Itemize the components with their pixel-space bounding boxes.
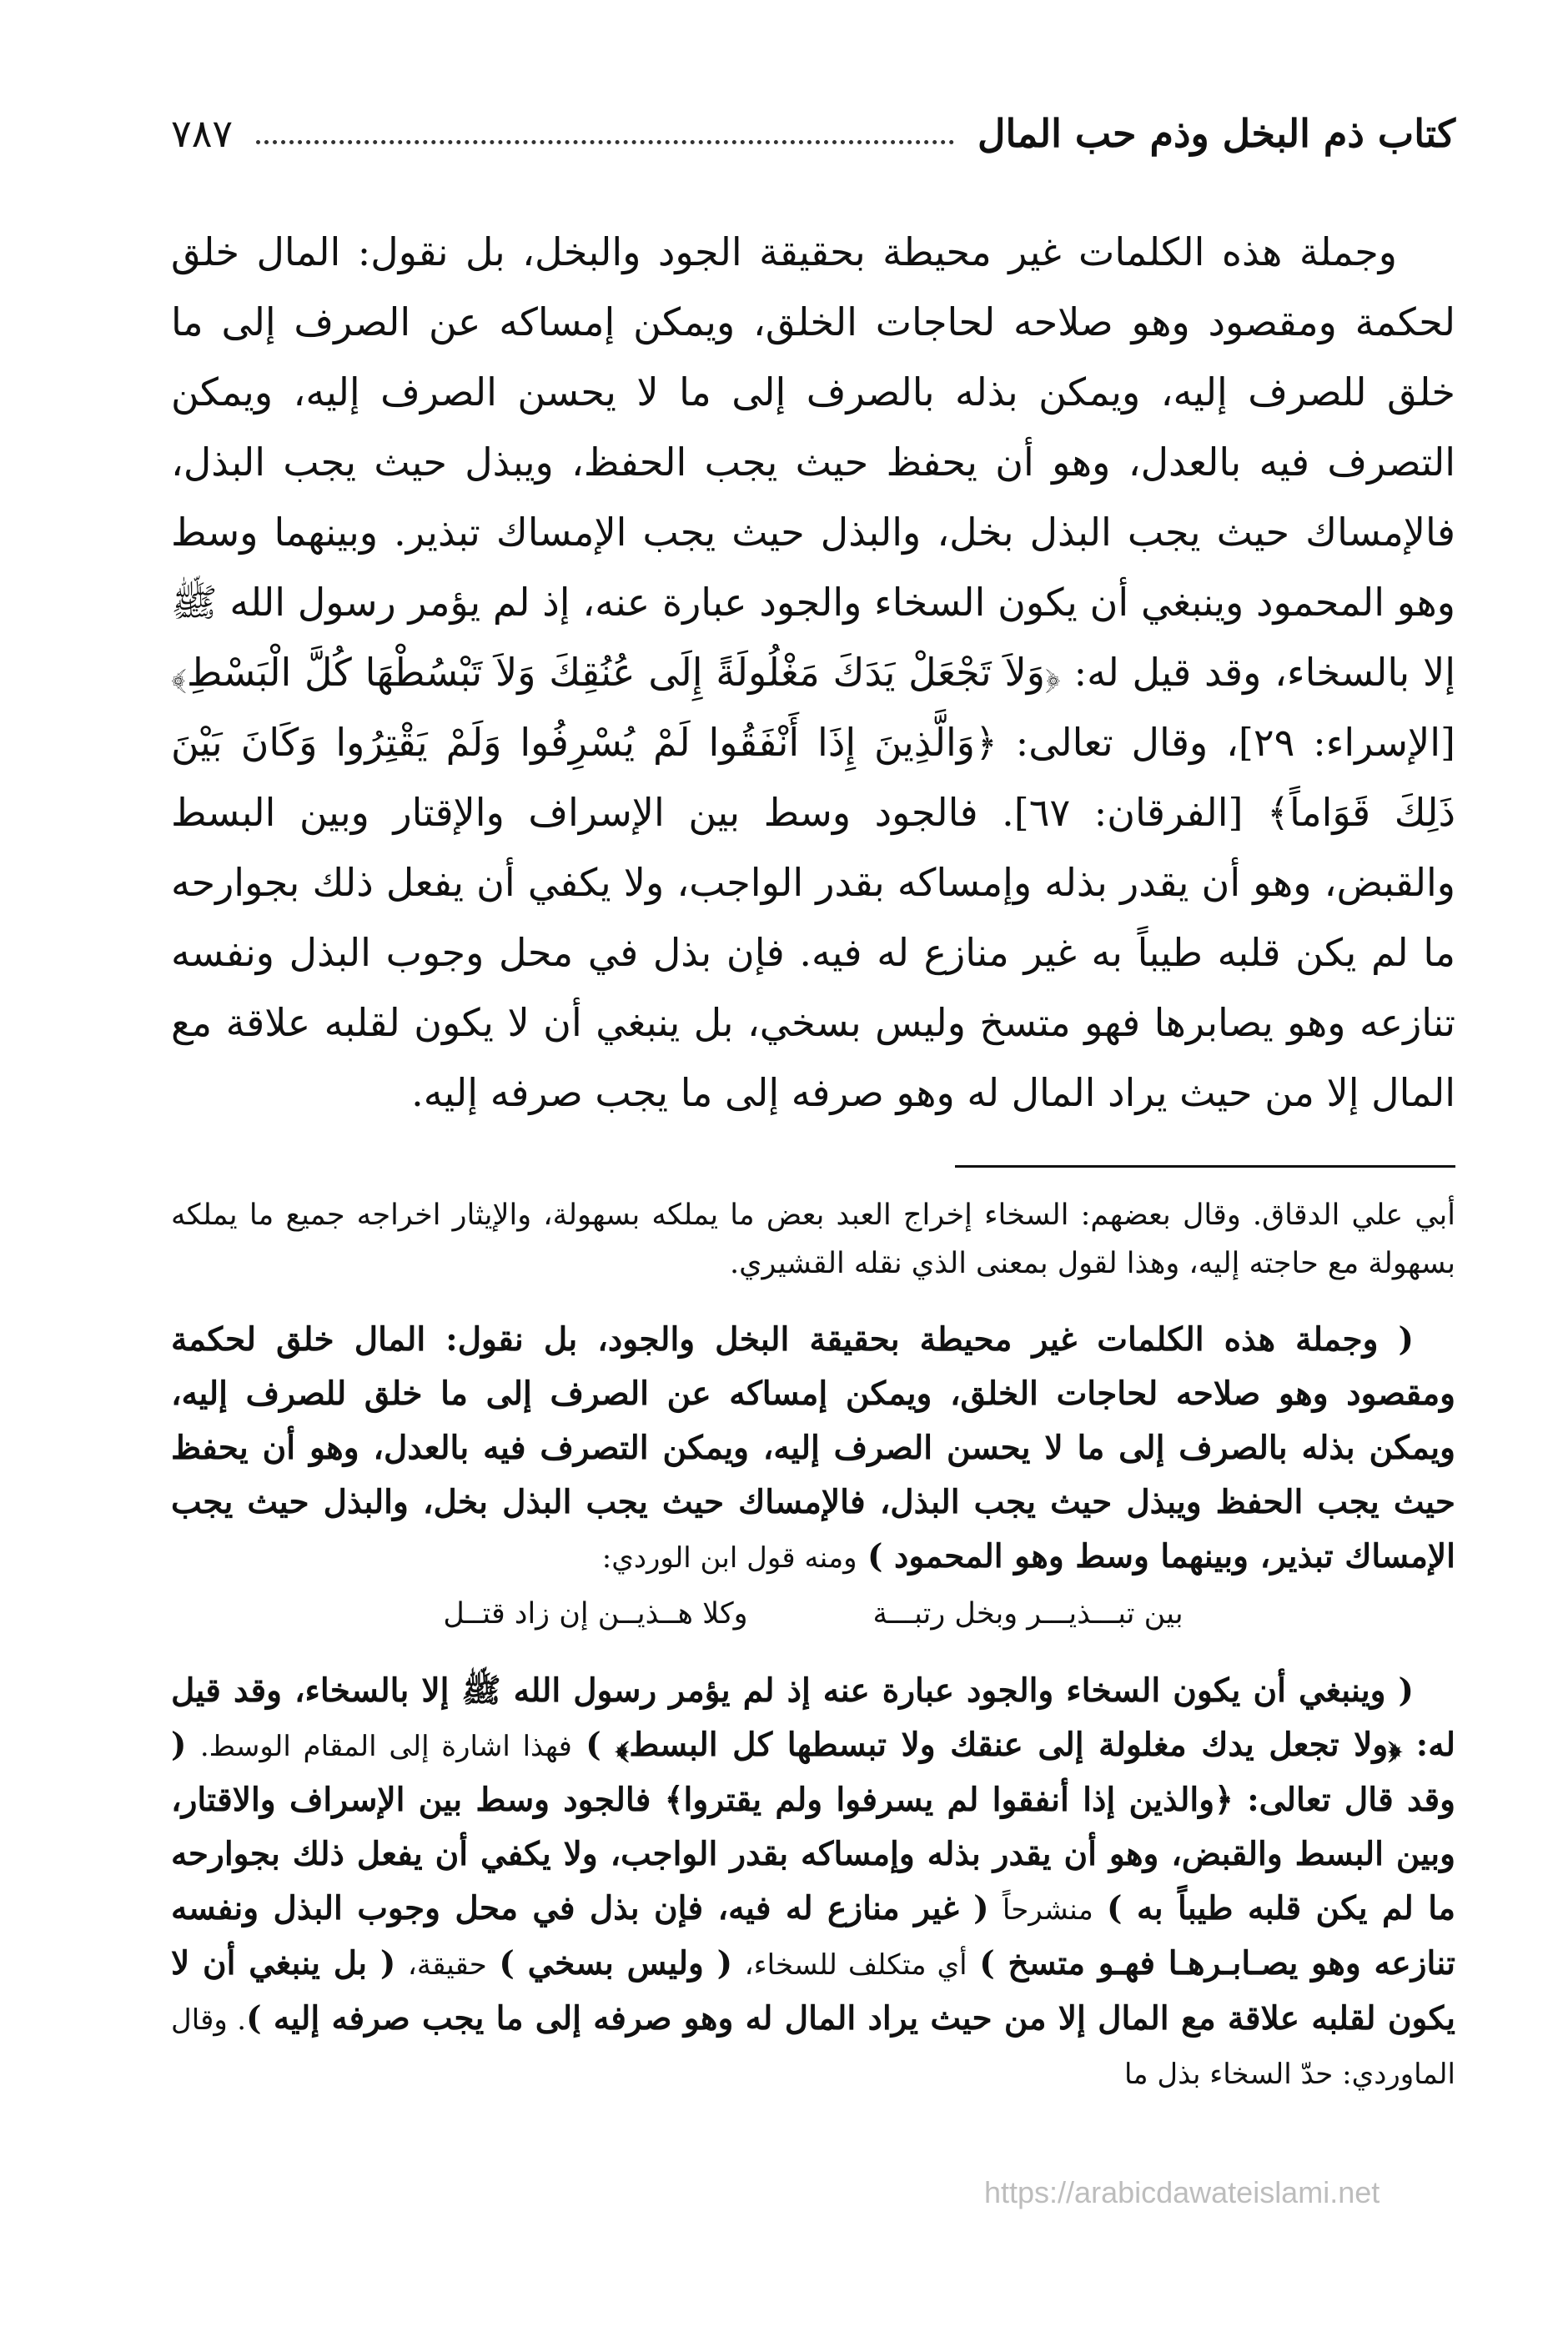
footnote-text: أبي علي الدقاق. وقال بعضهم: السخاء إخراج العبد بعض ما يملكه بسهولة، والإيثار اخراجه جميع ما يملكه بسهولة مع حاجته إليه، وهذا لقول بمعنى الذي نقله القشيري. — [171, 1199, 1455, 1280]
dot-leader — [256, 140, 954, 144]
quoted-main-text: ( وينبغي أن يكون السخاء والجود عبارة عنه إذ لم يؤمر رسول الله ﷺ إلا بالسخاء، وقد قيل له: ﴿ولا تجعل يدك مغلولة إلى عنقك ولا تبسطها كل البسط﴾ ) — [171, 1671, 1455, 1764]
page-number: ٧٨٧ — [171, 111, 234, 156]
watermark-url: https://arabicdawateislami.net — [984, 2175, 1380, 2209]
commentary-paragraph-2 — [171, 1664, 1455, 2101]
book-page — [171, 92, 1455, 2101]
quoted-main-text: ( غير منازع له فيه، فإن بذل في محل وجوب البذل ونفسه تنازعه وهو يصـابـرهـا فهـو متسخ ) — [171, 1889, 1455, 1983]
quoted-main-text: ( بل ينبغي أن لا يكون لقلبه علاقة مع المال إلا من حيث يراد المال له وهو صرفه إلى ما يجب صرفه إليه ) — [171, 1944, 1455, 2038]
main-text — [171, 217, 1455, 1128]
footnote-separator — [955, 1165, 1455, 1168]
verse-second-hemistich: وكلا هــذيــن إن زاد قتــل — [443, 1597, 748, 1631]
commentary-note: أي متكلف للسخاء، — [744, 1948, 967, 1982]
quoted-main-text: ( وقد قال تعالى: ﴿والذين إذا أنفقوا لم يسرفوا ولم يقتروا﴾ فالجود وسط بين الإسراف والاقتار، وبين البسط والقبض، وهو أن يقدر بذله وإمساكه بقدر الواجب، ولا يكفي أن يفعل ذلك بجوارحه ما لم يكن قلبه طيباً به ) — [171, 1726, 1455, 1927]
commentary-note: . وقال الماوردي: حدّ السخاء بذل ما — [171, 2003, 1455, 2091]
verse-first-hemistich: بين تبـــذيـــر وبخل رتبـــة — [872, 1597, 1184, 1631]
commentary-section — [171, 1313, 1455, 2101]
quoted-main-text: ( وجملة هذه الكلمات غير محيطة بحقيقة البخل والجود، بل نقول: المال خلق لحكمة ومقصود وهو صلاحه لحاجات الخلق، ويمكن إمساكه عن الصرف إلى ما خلق للصرف إليه، ويمكن بذله بالصرف إلى ما لا يحسن الصرف إليه، ويمكن التصرف فيه بالعدل، وهو أن يحفظ حيث يجب الحفظ ويبذل حيث يجب البذل، فالإمساك حيث يجب البذل بخل، والبذل حيث يجب الإمساك تبذير، وبينهما وسط وهو المحمود ) — [171, 1320, 1455, 1576]
commentary-note: منشرحاً — [1002, 1893, 1093, 1927]
chapter-title: كتاب ذم البخل وذم حب المال — [977, 111, 1455, 156]
main-paragraph: وجملة هذه الكلمات غير محيطة بحقيقة الجود والبخل، بل نقول: المال خلق لحكمة ومقصود وهو صلاحه لحاجات الخلق، ويمكن إمساكه عن الصرف إلى ما خلق للصرف إليه، ويمكن بذله بالصرف إلى ما لا يحسن الصرف إليه، ويمكن التصرف فيه بالعدل، وهو أن يحفظ حيث يجب الحفظ، ويبذل حيث يجب البذل، فالإمساك حيث يجب البذل بخل، والبذل حيث يجب الإمساك تبذير. وبينهما وسط وهو المحمود وينبغي أن يكون السخاء والجود عبارة عنه، إذ لم يؤمر رسول الله ﷺ إلا بالسخاء، وقد قيل له: ﴿وَلاَ تَجْعَلْ يَدَكَ مَغْلُولَةً إِلَى عُنُقِكَ وَلاَ تَبْسُطْهَا كُلَّ الْبَسْطِ﴾ [الإسراء: ٢٩]، وقال تعالى: ﴿وَالَّذِينَ إِذَا أَنْفَقُوا لَمْ يُسْرِفُوا وَلَمْ يَقْتِرُوا وَكَانَ بَيْنَ ذَلِكَ قَوَاماً﴾ [الفرقان: ٦٧]. فالجود وسط بين الإسراف والإقتار وبين البسط والقبض، وهو أن يقدر بذله وإمساكه بقدر الواجب، ولا يكفي أن يفعل ذلك بجوارحه ما لم يكن قلبه طيباً به غير منازع له فيه. فإن بذل في محل وجوب البذل ونفسه تنازعه وهو يصابرها فهو متسخ وليس بسخي، بل ينبغي أن لا يكون لقلبه علاقة مع المال إلا من حيث يراد المال له وهو صرفه إلى ما يجب صرفه إليه. — [171, 229, 1456, 1115]
footnote — [171, 1191, 1455, 1288]
running-header — [171, 92, 1455, 175]
poetry-verse — [171, 1585, 1455, 1643]
commentary-note: ومنه قول ابن الوردي: — [601, 1541, 857, 1575]
quoted-main-text: ( وليس بسخي ) — [499, 1944, 733, 1983]
commentary-note: فهذا اشارة إلى المقام الوسط. — [199, 1730, 572, 1763]
commentary-paragraph-1 — [171, 1313, 1455, 1585]
commentary-note: حقيقة، — [407, 1948, 487, 1982]
